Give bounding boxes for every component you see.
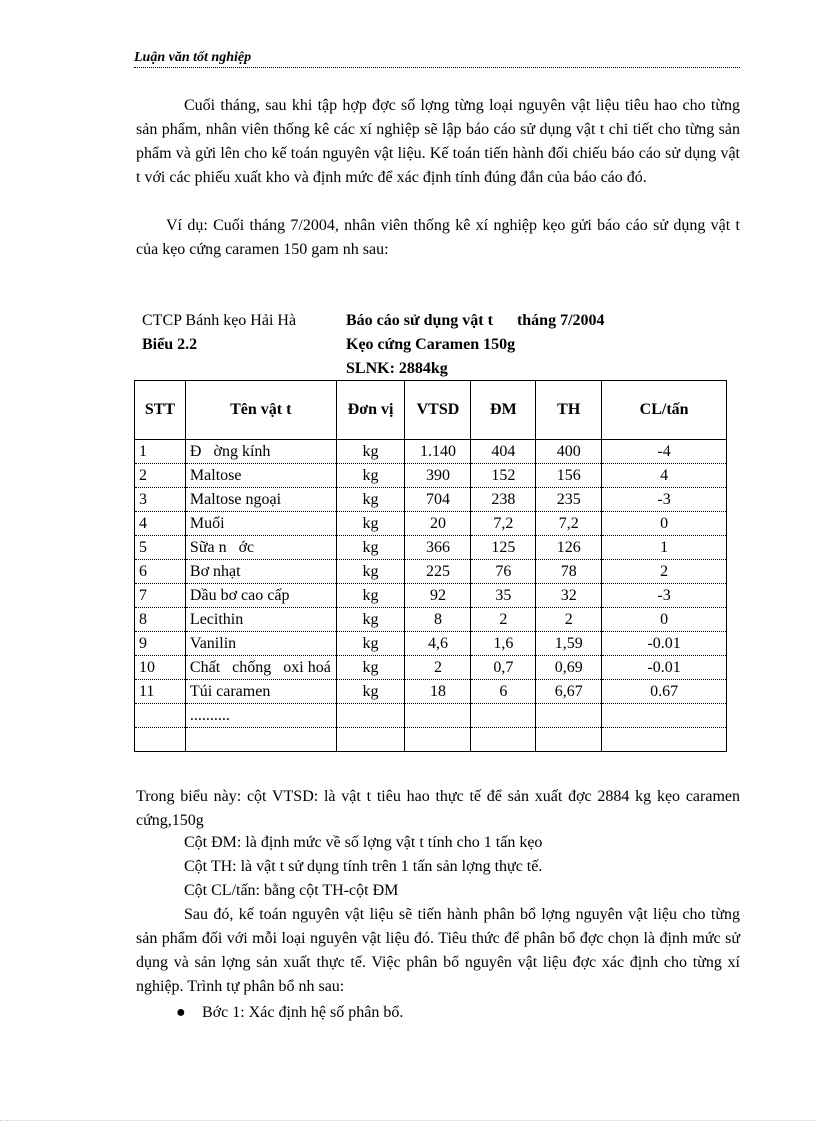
table-cell: 0,69 [536,656,602,680]
table-cell: 404 [471,440,536,464]
table-cell: 0,7 [471,656,536,680]
table-cell: 2 [536,608,602,632]
table-cell: 8 [135,608,186,632]
table-cell: 704 [405,488,471,512]
table-cell: -0.01 [602,632,727,656]
table-row [135,608,727,632]
table-cell: 6 [471,680,536,704]
table-cell: 78 [536,560,602,584]
table-cell [602,704,727,728]
table-cell [405,704,471,728]
table-cell: 35 [471,584,536,608]
table-cell: 1,59 [536,632,602,656]
table-cell: 1.140 [405,440,471,464]
table-row [135,728,727,752]
report-title: Báo cáo sử dụng vật t tháng 7/2004 [346,312,605,329]
table-cell: Đ ờng kính [185,440,336,464]
table-cell: 0.67 [602,680,727,704]
table-row [135,584,727,608]
table-cell: 2 [135,464,186,488]
header-unit: Đơn vị [336,381,405,440]
table-cell: Lecithin [185,608,336,632]
table-cell: 92 [405,584,471,608]
table-cell [536,728,602,752]
table-cell: Chất chống oxi hoá [185,656,336,680]
table-cell: Maltose ngoại [185,488,336,512]
table-cell: 6 [135,560,186,584]
intro-paragraph-2: Ví dụ: Cuối tháng 7/2004, nhân viên thống kê xí nghiệp kẹo gửi báo cáo sử dụng vật t của kẹo cứng caramen 150 gam nh sau: [136,217,740,258]
table-cell: Bơ nhạt [185,560,336,584]
table-row [135,464,727,488]
table-cell: 32 [536,584,602,608]
table-cell: 3 [135,488,186,512]
table-cell: kg [336,536,405,560]
table-cell [135,704,186,728]
table-cell [471,704,536,728]
table-cell: Túi caramen [185,680,336,704]
allocation-paragraph: Sau đó, kế toán nguyên vật liệu sẽ tiến hành phân bổ lợng nguyên vật liệu cho từng sản phẩm đối với mỗi loại nguyên vật liệu đó. Tiêu thức để phân bổ đợc chọn là định mức sử dụng và sản lợng sản xuất thực tế. Việc phân bổ nguyên vật liệu đợc xác định cho từng xí nghiệp. Trình tự phân bổ nh sau: [136,906,740,995]
table-cell: 8 [405,608,471,632]
table-row [135,536,727,560]
table-cell: 156 [536,464,602,488]
table-cell [602,728,727,752]
table-cell: 238 [471,488,536,512]
table-cell: 1 [602,536,727,560]
table-cell: Vanilin [185,632,336,656]
table-cell: 235 [536,488,602,512]
table-cell: kg [336,488,405,512]
table-cell: kg [336,440,405,464]
table-cell: Dầu bơ cao cấp [185,584,336,608]
table-cell: -0.01 [602,656,727,680]
header-vtsd: VTSD [405,381,471,440]
table-row [135,656,727,680]
table-cell: 225 [405,560,471,584]
report-slnk: SLNK: 2884kg [346,360,448,377]
table-row [135,440,727,464]
table-cell: kg [336,632,405,656]
table-cell: 18 [405,680,471,704]
header-th: TH [536,381,602,440]
table-cell [135,728,186,752]
table-row [135,560,727,584]
table-cell: -3 [602,584,727,608]
table-cell: 2 [471,608,536,632]
form-number: Biểu 2.2 [142,336,198,353]
table-row [135,488,727,512]
table-cell: .......... [185,704,336,728]
step-1-text: Bớc 1: Xác định hệ số phân bổ. [202,1004,404,1021]
table-cell: 10 [135,656,186,680]
table-cell: 400 [536,440,602,464]
note-th: Cột TH: là vật t sử dụng tính trên 1 tấn sản lợng thực tế. [184,858,543,875]
table-cell [471,728,536,752]
table-cell: kg [336,464,405,488]
table-cell: kg [336,584,405,608]
table-cell: 6,67 [536,680,602,704]
table-cell: kg [336,680,405,704]
company-name: CTCP Bánh kẹo Hải Hà [142,312,297,329]
report-product: Kẹo cứng Caramen 150g [346,336,516,353]
table-cell: -4 [602,440,727,464]
table-cell: Maltose [185,464,336,488]
table-cell: 5 [135,536,186,560]
table-cell: 366 [405,536,471,560]
table-row [135,704,727,728]
table-cell [336,728,405,752]
table-cell: 1,6 [471,632,536,656]
header-dm: ĐM [471,381,536,440]
table-cell: 7,2 [536,512,602,536]
table-cell [405,728,471,752]
table-cell: 7 [135,584,186,608]
table-cell: 11 [135,680,186,704]
table-cell: Sữa n ớc [185,536,336,560]
table-cell: 9 [135,632,186,656]
table-cell: 2 [405,656,471,680]
table-cell: 7,2 [471,512,536,536]
table-cell [336,704,405,728]
material-usage-table [134,380,727,752]
table-cell: 76 [471,560,536,584]
bullet-icon: ● [176,1004,186,1021]
table-row [135,632,727,656]
page-header: Luận văn tốt nghiệp [134,50,740,68]
table-cell: 4 [602,464,727,488]
note-vtsd: Trong biểu này: cột VTSD: là vật t tiêu hao thực tế để sản xuất đợc 2884 kg kẹo caramen cứng,150g [136,788,740,829]
table-cell: 4 [135,512,186,536]
table-cell: -3 [602,488,727,512]
table-cell: Muối [185,512,336,536]
table-header-row [135,381,727,440]
note-cl: Cột CL/tấn: bằng cột TH-cột ĐM [184,882,399,899]
table-cell: 152 [471,464,536,488]
table-cell: kg [336,608,405,632]
table-cell: 126 [536,536,602,560]
header-material-name: Tên vật t [185,381,336,440]
table-cell: kg [336,512,405,536]
table-cell [536,704,602,728]
table-cell: 390 [405,464,471,488]
intro-paragraph-1: Cuối tháng, sau khi tập hợp đợc số lợng từng loại nguyên vật liệu tiêu hao cho từng sản phẩm, nhân viên thống kê các xí nghiệp sẽ lập báo cáo sử dụng vật t chi tiết cho từng sản phẩm và gửi lên cho kế toán nguyên vật liệu. Kế toán tiến hành đối chiếu báo cáo sử dụng vật t với các phiếu xuất kho và định mức để xác định tính đúng đắn của báo cáo đó. [136,97,740,186]
table-row [135,680,727,704]
table-cell: 125 [471,536,536,560]
table-cell: 0 [602,608,727,632]
table-cell: 4,6 [405,632,471,656]
header-stt: STT [135,381,186,440]
table-cell: 1 [135,440,186,464]
table-row [135,512,727,536]
header-cl-per-ton: CL/tấn [602,381,727,440]
table-cell: kg [336,560,405,584]
table-cell: 20 [405,512,471,536]
table-cell [185,728,336,752]
table-cell: kg [336,656,405,680]
note-dm: Cột ĐM: là định mức về số lợng vật t tính cho 1 tấn kẹo [184,834,543,851]
page-footer-line [0,1120,816,1121]
table-cell: 2 [602,560,727,584]
table-cell: 0 [602,512,727,536]
